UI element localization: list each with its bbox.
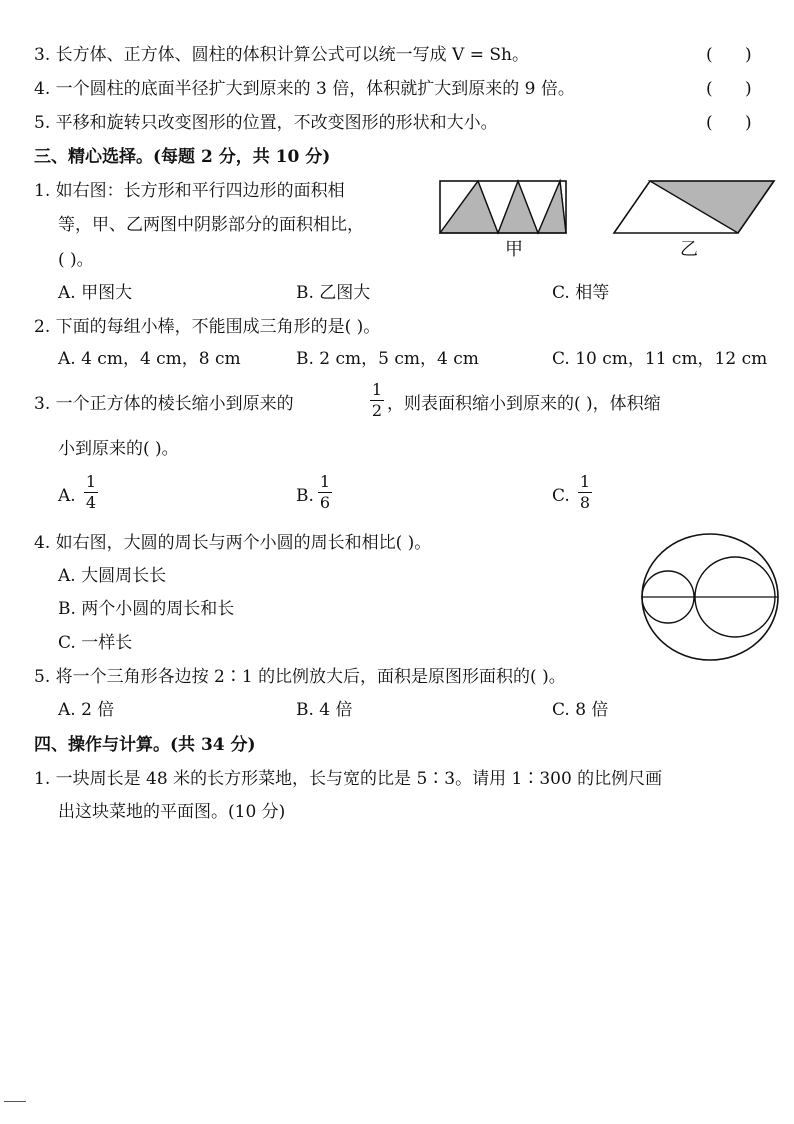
section4-q1-line1: 1. 一块周长是 48 米的长方形菜地，长与宽的比是 5∶3。请用 1∶300 的比例尺画 [34, 769, 663, 789]
fraction-denominator: 2 [371, 401, 383, 420]
choice-q3-fraction-half [370, 381, 384, 420]
answer-drawing-area[interactable] [34, 840, 774, 1090]
fraction-numerator: 1 [85, 472, 97, 491]
page-edge-mark [4, 1101, 26, 1102]
small-circle-right [695, 557, 775, 637]
choice-q2-option-c[interactable]: C. 10 cm，11 cm，12 cm [552, 349, 768, 369]
judge-q5-answer-blank[interactable]: ( ) [706, 113, 752, 133]
choice-q3-option-a-label[interactable]: A. [58, 486, 76, 506]
choice-q5-option-a[interactable]: A. 2 倍 [58, 700, 115, 720]
fraction-denominator: 8 [579, 493, 591, 512]
choice-q4-option-c[interactable]: C. 一样长 [58, 633, 133, 653]
choice-q4: 4. 如右图，大圆的周长与两个小圆的周长和相比( )。 [34, 533, 432, 553]
choice-q3-line2: 小到原来的( )。 [58, 439, 179, 459]
figure-label-yi: 乙 [680, 239, 698, 260]
jia-zigzag-line [440, 181, 566, 233]
choice-q5-option-b[interactable]: B. 4 倍 [296, 700, 353, 720]
choice-q3-line1-part2: ，则表面积缩小到原来的( )，体积缩 [387, 394, 661, 414]
yi-diagonal [650, 181, 738, 233]
jia-shaded-triangles [440, 181, 566, 233]
choice-q3-option-a-fraction[interactable] [84, 473, 98, 512]
choice-q5: 5. 将一个三角形各边按 2∶1 的比例放大后，面积是原图形面积的( )。 [34, 667, 566, 687]
judge-q3-answer-blank[interactable]: ( ) [706, 45, 752, 65]
section3-title: 三、精心选择。(每题 2 分，共 10 分) [34, 147, 331, 167]
choice-q3-option-b-fraction[interactable] [318, 473, 332, 512]
choice-q3-option-c-label[interactable]: C. [552, 486, 570, 506]
judge-q4: 4. 一个圆柱的底面半径扩大到原来的 3 倍，体积就扩大到原来的 9 倍。 [34, 79, 575, 99]
fraction-numerator: 1 [371, 380, 383, 399]
choice-q1-option-a[interactable]: A. 甲图大 [58, 283, 133, 303]
choice-q2-option-b[interactable]: B. 2 cm，5 cm，4 cm [296, 349, 479, 369]
fraction-denominator: 4 [85, 493, 97, 512]
choice-q4-option-a[interactable]: A. 大圆周长长 [58, 566, 167, 586]
judge-q5: 5. 平移和旋转只改变图形的位置，不改变图形的形状和大小。 [34, 113, 498, 133]
small-circle-left [642, 571, 694, 623]
choice-q5-option-c[interactable]: C. 8 倍 [552, 700, 609, 720]
choice-q3-line1-part1: 3. 一个正方体的棱长缩小到原来的 [34, 394, 294, 414]
choice-q4-option-b[interactable]: B. 两个小圆的周长和长 [58, 599, 235, 619]
choice-q3-option-c-fraction[interactable] [578, 473, 592, 512]
choice-q1-line3[interactable]: ( )。 [58, 250, 94, 270]
choice-q1-option-c[interactable]: C. 相等 [552, 283, 610, 303]
choice-q2-option-a[interactable]: A. 4 cm，4 cm，8 cm [58, 349, 241, 369]
yi-parallelogram [614, 181, 774, 233]
choice-q1-line2: 等，甲、乙两图中阴影部分的面积相比， [58, 215, 364, 235]
yi-shaded-triangle [650, 181, 774, 233]
section4-title: 四、操作与计算。(共 34 分) [34, 735, 256, 755]
section4-q1-line2: 出这块菜地的平面图。(10 分) [58, 802, 286, 822]
figure-label-jia: 甲 [505, 239, 523, 260]
big-circle [642, 534, 778, 660]
judge-q4-answer-blank[interactable]: ( ) [706, 79, 752, 99]
fraction-numerator: 1 [319, 472, 331, 491]
choice-q1-option-b[interactable]: B. 乙图大 [296, 283, 371, 303]
choice-q1-line1: 1. 如右图：长方形和平行四边形的面积相 [34, 181, 345, 201]
choice-q3-option-b-label[interactable]: B. [296, 486, 314, 506]
choice-q2: 2. 下面的每组小棒，不能围成三角形的是( )。 [34, 317, 381, 337]
jia-rectangle [440, 181, 566, 233]
fraction-denominator: 6 [319, 493, 331, 512]
fraction-numerator: 1 [579, 472, 591, 491]
judge-q3: 3. 长方体、正方体、圆柱的体积计算公式可以统一写成 V = Sh。 [34, 45, 529, 65]
